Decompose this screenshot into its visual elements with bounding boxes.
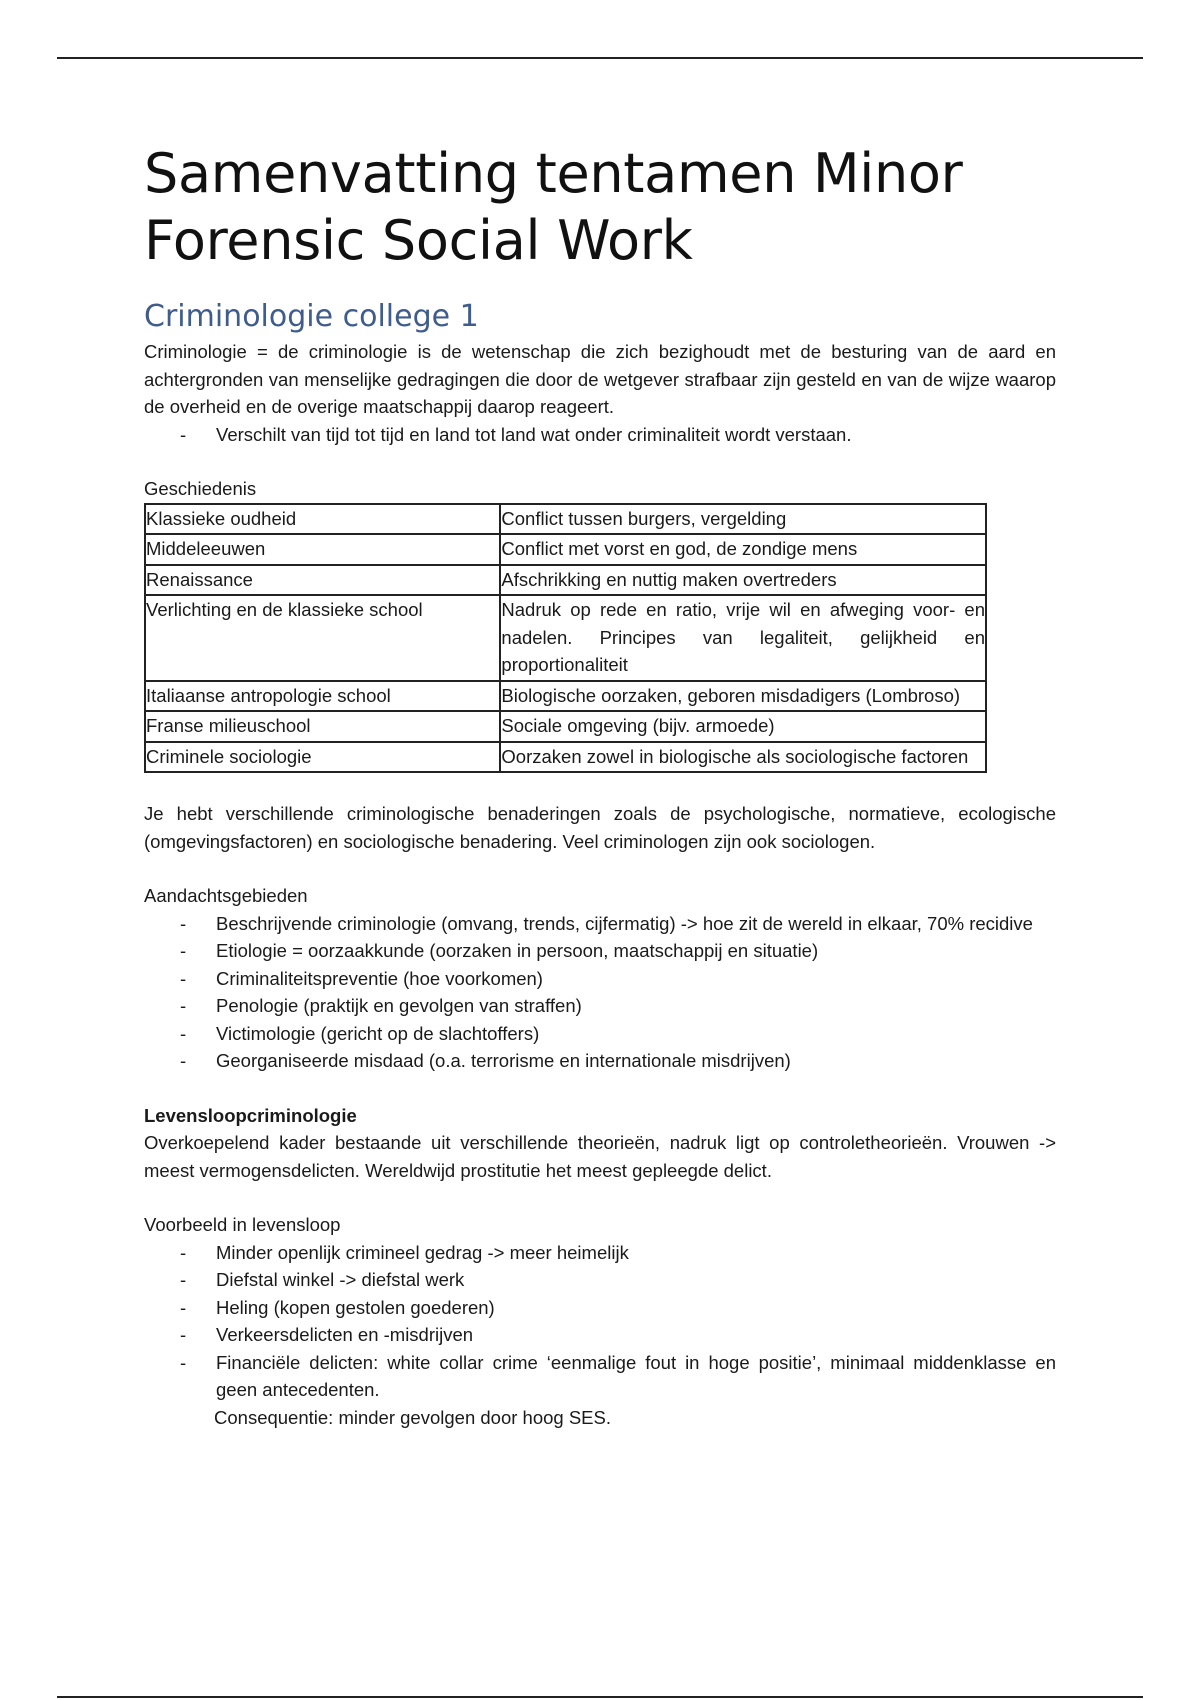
- period-cell: Renaissance: [145, 565, 500, 596]
- period-cell: Verlichting en de klassieke school: [145, 595, 500, 681]
- history-table: [144, 503, 987, 774]
- list-item: - Penologie (praktijk en gevolgen van straffen): [144, 992, 1056, 1020]
- list-item: - Minder openlijk crimineel gedrag -> meer heimelijk: [144, 1239, 1056, 1267]
- table-row: [145, 534, 986, 565]
- period-cell: Franse milieuschool: [145, 711, 500, 742]
- example-label: Voorbeeld in levensloop: [144, 1214, 341, 1235]
- description-cell: Sociale omgeving (bijv. armoede): [500, 711, 986, 742]
- description-cell: Conflict met vorst en god, de zondige mens: [500, 534, 986, 565]
- approaches-paragraph: Je hebt verschillende criminologische benaderingen zoals de psychologische, normatieve, ecologische (omgevingsfactoren) en sociologische benadering. Veel criminologen zijn ook sociologen.: [144, 803, 1056, 852]
- period-cell: Klassieke oudheid: [145, 504, 500, 535]
- intro-bullet-list: [144, 421, 1056, 449]
- description-cell: Conflict tussen burgers, vergelding: [500, 504, 986, 535]
- section-heading: Criminologie college 1: [144, 299, 479, 334]
- list-item: - Verschilt van tijd tot tijd en land tot land wat onder criminaliteit wordt verstaan.: [144, 421, 1056, 449]
- focus-areas-list: [144, 910, 1056, 1075]
- document-title: Samenvatting tentamen Minor Forensic Social Work: [144, 142, 963, 272]
- list-item: - Etiologie = oorzaakkunde (oorzaken in persoon, maatschappij en situatie): [144, 937, 1056, 965]
- intro-paragraph: Criminologie = de criminologie is de wetenschap die zich bezighoudt met de besturing van de aard en achtergronden van menselijke gedragingen die door de wetgever strafbaar zijn gesteld en van de wijze waarop de overheid en de overige maatschappij daarop reageert.: [144, 341, 1056, 417]
- history-label: Geschiedenis: [144, 478, 257, 499]
- list-item: - Georganiseerde misdaad (o.a. terrorisme en internationale misdrijven): [144, 1047, 1056, 1075]
- list-item: - Verkeersdelicten en -misdrijven: [144, 1321, 1056, 1349]
- life-course-heading: Levensloopcriminologie: [144, 1104, 357, 1126]
- table-row: [145, 565, 986, 596]
- table-row: [145, 595, 986, 681]
- description-cell: Nadruk op rede en ratio, vrije wil en afweging voor- en nadelen. Principes van legaliteit, gelijkheid en proportionaliteit: [500, 595, 986, 681]
- table-row: [145, 504, 986, 535]
- list-item: - Beschrijvende criminologie (omvang, trends, cijfermatig) -> hoe zit de wereld in elkaar, 70% recidive: [144, 910, 1056, 938]
- header-rule: [57, 57, 1143, 59]
- period-cell: Middeleeuwen: [145, 534, 500, 565]
- list-item: - Diefstal winkel -> diefstal werk: [144, 1266, 1056, 1294]
- document-body: [144, 140, 1056, 1431]
- description-cell: Afschrikking en nuttig maken overtreders: [500, 565, 986, 596]
- period-cell: Italiaanse antropologie school: [145, 681, 500, 712]
- consequence-note: Consequentie: minder gevolgen door hoog SES.: [214, 1406, 611, 1428]
- table-row: [145, 681, 986, 712]
- example-list: [144, 1239, 1056, 1404]
- description-cell: Biologische oorzaken, geboren misdadigers (Lombroso): [500, 681, 986, 712]
- list-item: - Victimologie (gericht op de slachtoffers): [144, 1020, 1056, 1048]
- list-item: - Criminaliteitspreventie (hoe voorkomen): [144, 965, 1056, 993]
- description-cell: Oorzaken zowel in biologische als sociologische factoren: [500, 742, 986, 773]
- life-course-paragraph: Overkoepelend kader bestaande uit verschillende theorieën, nadruk ligt op controletheorieën. Vrouwen -> meest vermogensdelicten. Wereldwijd prostitutie het meest gepleegde delict.: [144, 1132, 1056, 1181]
- footer-rule: [57, 1696, 1143, 1698]
- list-item: - Financiële delicten: white collar crime ‘eenmalige fout in hoge positie’, minimaal middenklasse en geen antecedenten.: [144, 1349, 1056, 1404]
- table-row: [145, 711, 986, 742]
- period-cell: Criminele sociologie: [145, 742, 500, 773]
- list-item: - Heling (kopen gestolen goederen): [144, 1294, 1056, 1322]
- table-row: [145, 742, 986, 773]
- focus-areas-label: Aandachtsgebieden: [144, 885, 308, 906]
